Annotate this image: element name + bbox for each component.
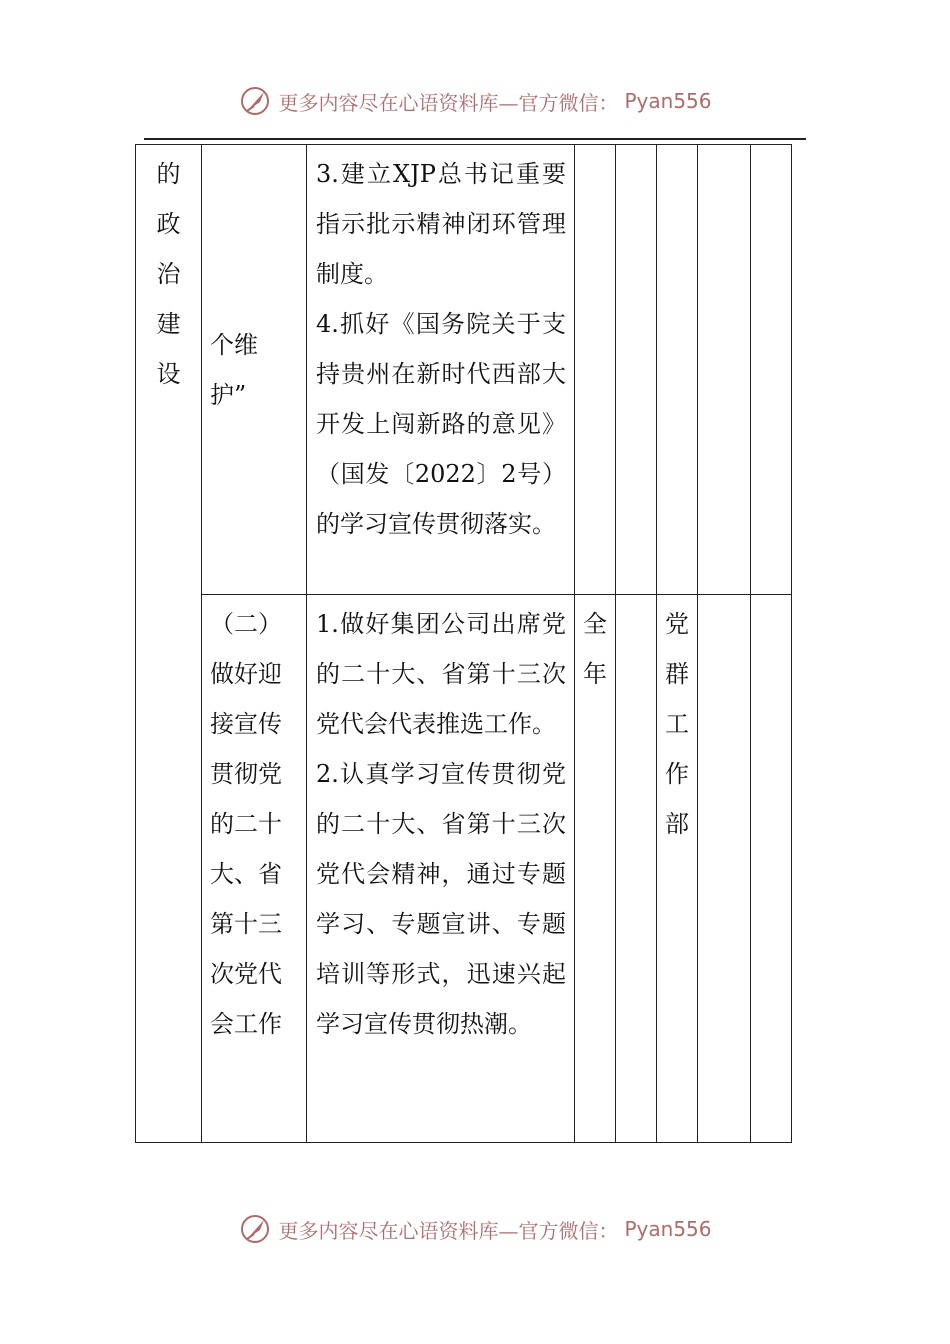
lead-cell bbox=[616, 595, 657, 1143]
watermark-wechat-id: Pyan556 bbox=[624, 89, 712, 113]
dept-cell: 党 群 工 作 部 bbox=[657, 595, 698, 1143]
measure-item: 4.抓好《国务院关于支持贵州在新时代西部大开发上闯新路的意见》（国发〔2022〕2号）的学习宣传贯彻落实。 bbox=[316, 310, 566, 538]
task-cell: （二）做好迎接宣传贯彻党的二十大、省第十三次党代会工作 bbox=[202, 595, 307, 1143]
extra-cell bbox=[751, 595, 792, 1143]
time-cell bbox=[575, 145, 616, 595]
table-row bbox=[136, 595, 792, 1143]
watermark-header bbox=[0, 84, 950, 118]
header-rule bbox=[144, 138, 806, 140]
extra-cell bbox=[698, 145, 751, 595]
measures-cell bbox=[307, 145, 575, 595]
time-cell: 全 年 bbox=[575, 595, 616, 1143]
measure-item: 2.认真学习宣传贯彻党的二十大、省第十三次党代会精神，通过专题学习、专题宣讲、专题培训等形式，迅速兴起学习宣传贯彻热潮。 bbox=[316, 760, 566, 1038]
quill-logo-icon bbox=[238, 1212, 272, 1246]
measures-cell bbox=[307, 595, 575, 1143]
category-cell: 的 政 治 建 设 bbox=[136, 145, 202, 1143]
watermark-text: 更多内容尽在心语资料库—官方微信： bbox=[278, 1218, 619, 1243]
measure-item: 3.建立XJP总书记重要指示批示精神闭环管理制度。 bbox=[316, 160, 566, 288]
dept-cell bbox=[657, 145, 698, 595]
task-cell: 个维护” bbox=[202, 145, 307, 595]
extra-cell bbox=[698, 595, 751, 1143]
measure-item: 1.做好集团公司出席党的二十大、省第十三次党代会代表推选工作。 bbox=[316, 610, 566, 738]
work-plan-table bbox=[135, 144, 792, 1143]
watermark-wechat-id: Pyan556 bbox=[624, 1217, 712, 1241]
watermark-footer bbox=[0, 1212, 950, 1246]
table-row bbox=[136, 145, 792, 595]
watermark-text: 更多内容尽在心语资料库—官方微信： bbox=[278, 90, 619, 115]
quill-logo-icon bbox=[238, 84, 272, 118]
lead-cell bbox=[616, 145, 657, 595]
extra-cell bbox=[751, 145, 792, 595]
